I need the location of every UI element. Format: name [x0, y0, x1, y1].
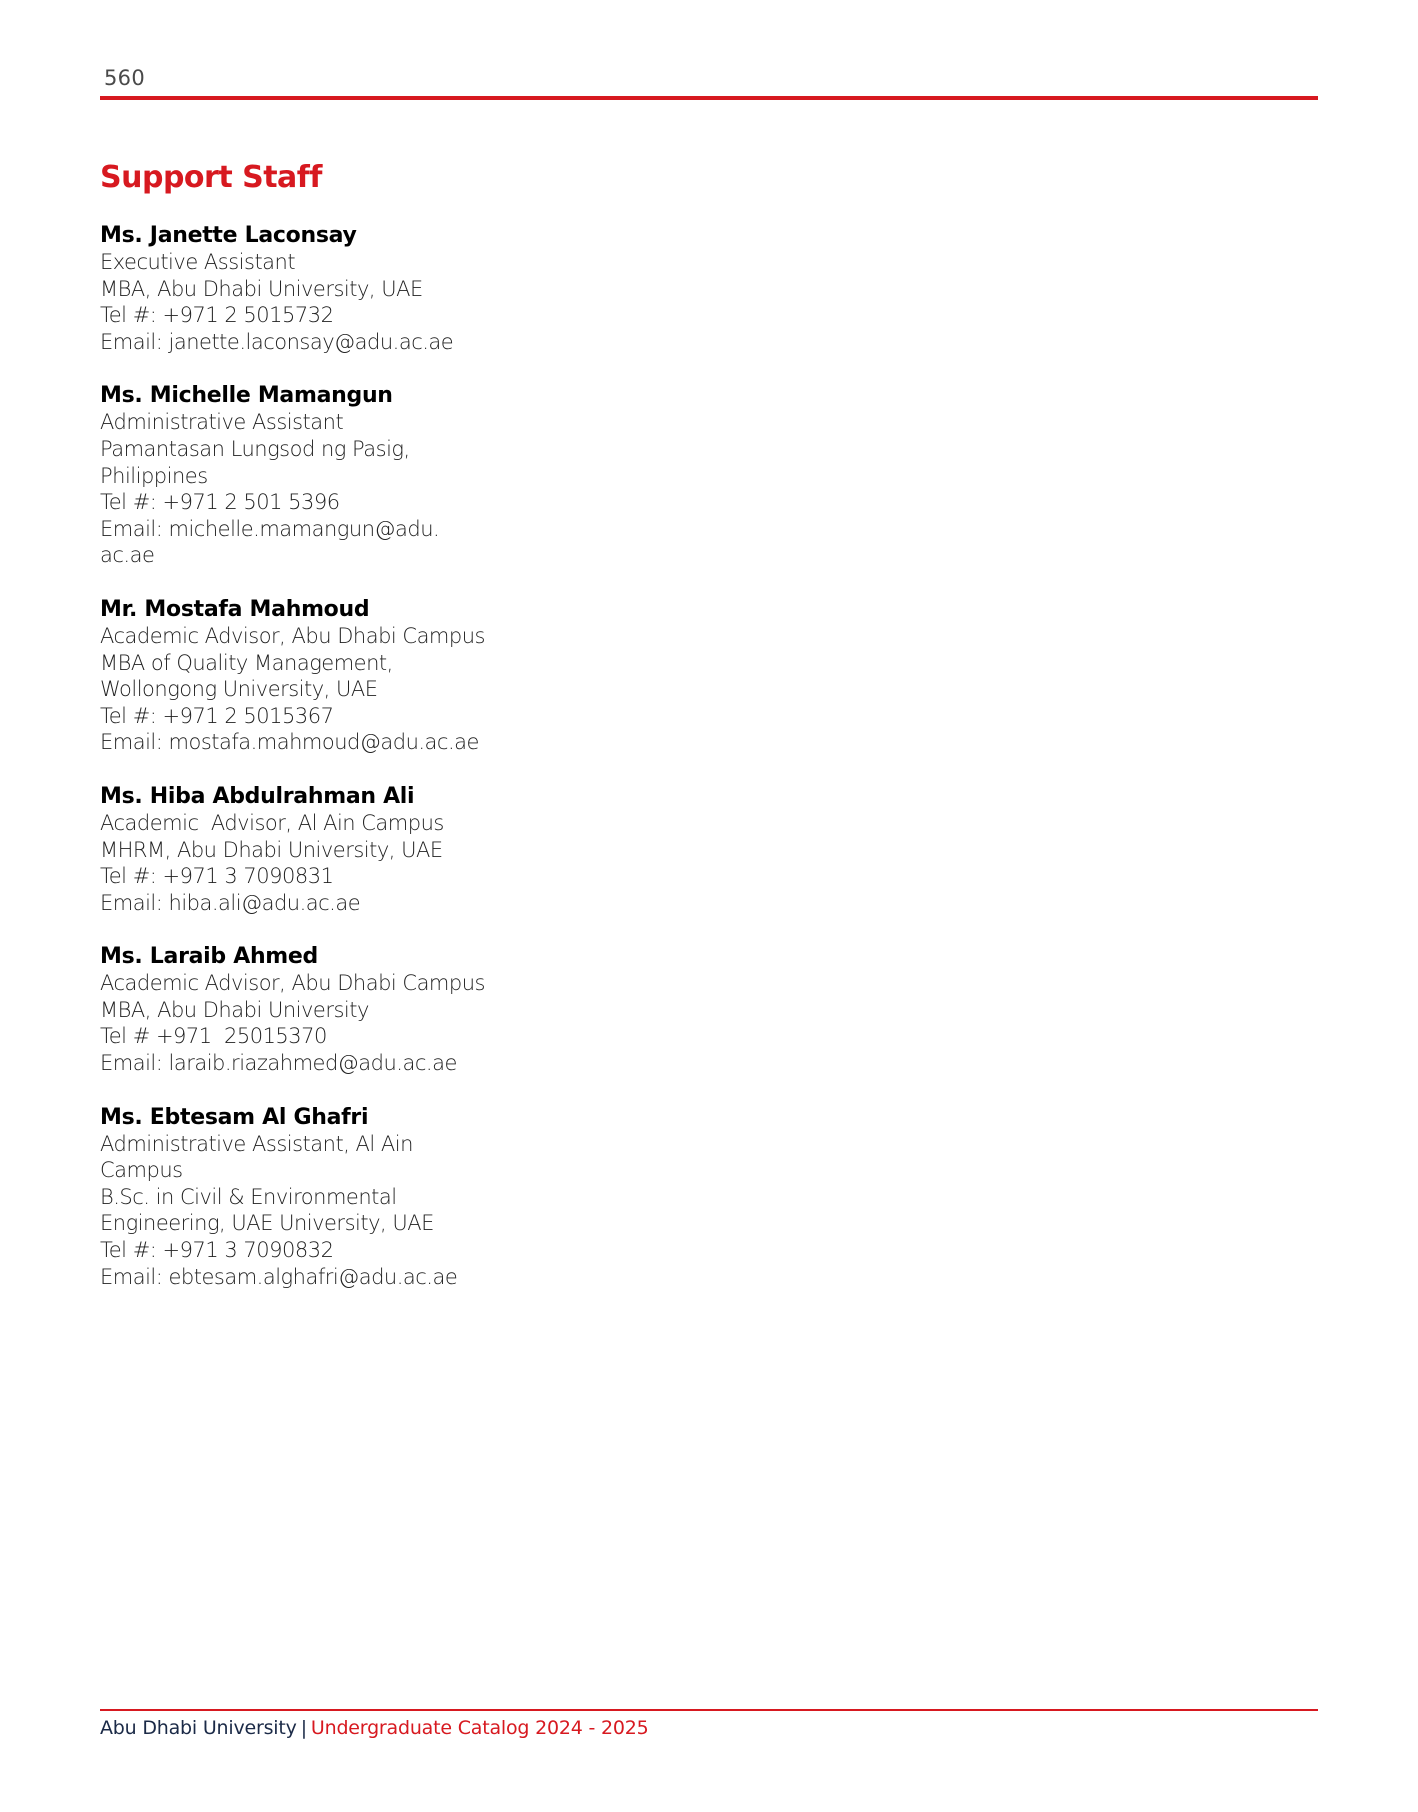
staff-name: Ms. Janette Laconsay [100, 223, 357, 248]
staff-title: Academic Advisor, Abu Dhabi Campus [100, 971, 485, 996]
staff-title: Academic Advisor, Abu Dhabi Campus [100, 623, 485, 648]
staff-email: Email: mostafa.mahmoud@adu.ac.ae [100, 730, 479, 755]
staff-email: ac.ae [100, 543, 155, 568]
staff-name: Mr. Mostafa Mahmoud [100, 596, 370, 622]
staff-name: Ms. Ebtesam Al Ghafri [100, 1104, 369, 1130]
staff-degree: Wollongong University, UAE [100, 677, 378, 702]
staff-entry [100, 596, 520, 756]
footer-divider [100, 1709, 1318, 1711]
staff-entry [100, 783, 520, 916]
staff-phone: Tel #: +971 2 5015732 [100, 303, 334, 328]
staff-name: Ms. Michelle Mamangun [100, 383, 393, 409]
staff-entry [100, 1104, 520, 1291]
staff-title: Administrative Assistant [100, 410, 344, 435]
staff-email: Email: michelle.mamangun@adu. [100, 516, 440, 541]
staff-degree: MBA, Abu Dhabi University [100, 997, 369, 1022]
staff-degree: MHRM, Abu Dhabi University, UAE [100, 837, 443, 862]
staff-degree: Engineering, UAE University, UAE [100, 1211, 434, 1236]
staff-entry [100, 943, 520, 1076]
staff-title: Campus [100, 1158, 183, 1183]
staff-name: Ms. Hiba Abdulrahman Ali [100, 783, 415, 809]
staff-title: Academic Advisor, Al Ain Campus [100, 810, 444, 835]
staff-phone: Tel #: +971 3 7090832 [100, 1238, 334, 1263]
staff-email: Email: janette.laconsay@adu.ac.ae [100, 329, 454, 354]
staff-email: Email: hiba.ali@adu.ac.ae [100, 890, 361, 915]
staff-email: Email: ebtesam.alghafri@adu.ac.ae [100, 1264, 458, 1289]
staff-entry [100, 382, 520, 569]
staff-degree: Philippines [100, 463, 208, 488]
staff-phone: Tel # +971 25015370 [100, 1024, 327, 1049]
staff-degree: Pamantasan Lungsod ng Pasig, [100, 436, 410, 461]
footer-organization: Abu Dhabi University [100, 1717, 297, 1739]
page-number: 560 [104, 66, 145, 90]
staff-phone: Tel #: +971 2 501 5396 [100, 490, 340, 515]
staff-email: Email: laraib.riazahmed@adu.ac.ae [100, 1051, 457, 1076]
staff-degree: B.Sc. in Civil & Environmental [100, 1184, 397, 1209]
staff-name: Ms. Laraib Ahmed [100, 944, 318, 970]
staff-list [100, 222, 520, 1317]
staff-entry [100, 222, 520, 355]
staff-title: Administrative Assistant, Al Ain [100, 1131, 413, 1156]
staff-phone: Tel #: +971 2 5015367 [100, 703, 334, 728]
staff-phone: Tel #: +971 3 7090831 [100, 864, 334, 889]
section-title: Support Staff [100, 160, 322, 195]
footer-catalog-title: Undergraduate Catalog 2024 - 2025 [310, 1717, 649, 1739]
header-divider [100, 96, 1318, 100]
staff-degree: MBA, Abu Dhabi University, UAE [100, 276, 423, 301]
footer-separator: | [300, 1717, 307, 1739]
staff-degree: MBA of Quality Management, [100, 650, 393, 675]
footer [100, 1717, 649, 1739]
staff-title: Executive Assistant [100, 250, 296, 274]
